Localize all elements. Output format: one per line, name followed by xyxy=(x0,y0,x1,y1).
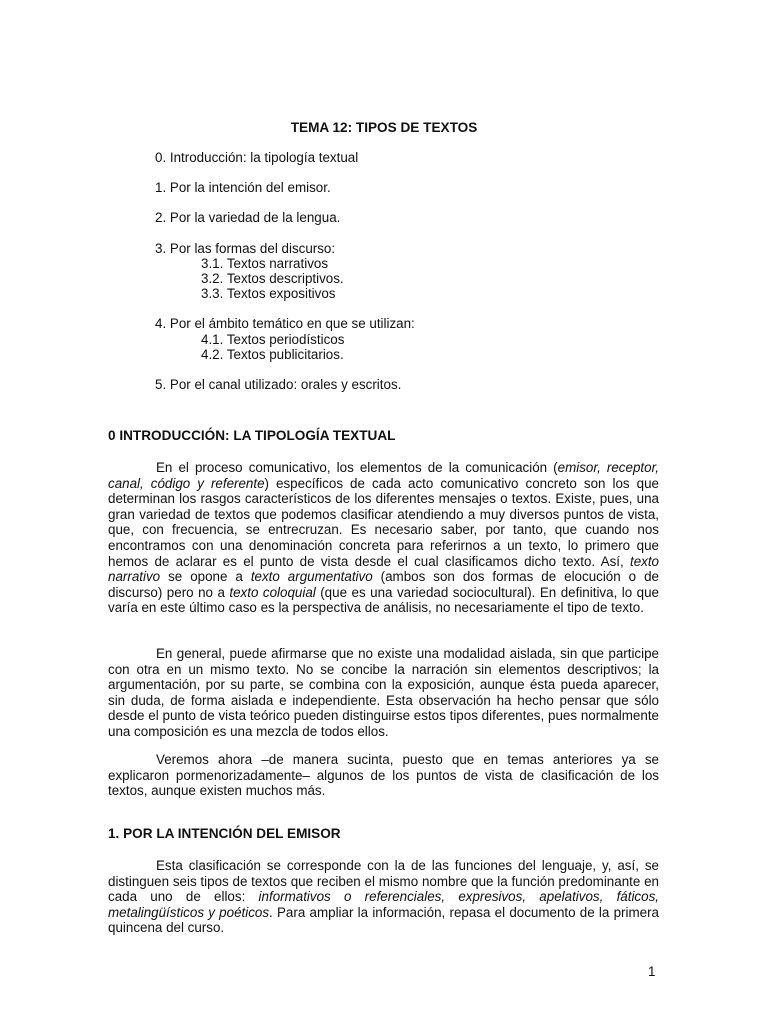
toc-gap xyxy=(155,301,675,316)
toc-subitem: 3.1. Textos narrativos xyxy=(201,255,329,271)
toc-item: 4. Por el ámbito temático en que se utilizan: xyxy=(155,316,415,332)
toc-gap xyxy=(155,362,675,377)
toc-gap xyxy=(155,195,675,210)
toc-subitem: 3.3. Textos expositivos xyxy=(201,286,336,302)
toc-item: 1. Por la intención del emisor. xyxy=(155,180,331,196)
text-run: . Para ampliar la información, repasa el documento de la primera quincena del curso. xyxy=(108,904,659,936)
toc-subitem: 3.2. Textos descriptivos. xyxy=(201,271,344,287)
text-run: (ambos son dos formas de elocución o de discurso) pero no a xyxy=(108,569,659,600)
text-run: ) específicos de cada acto comunicativo concreto son los que determinan los rasgos característicos de los diferentes mensajes o textos. Existe, pues, una gran variedad de textos que podemos clasificar atendiendo a muy diversos puntos de vista, que, con frecuencia, se entrecruzan. Es necesario saber, por tanto, que cuando nos encontramos con una denominación concreta para referirnos a un texto, lo primero que hemos de aclarar es el punto de vista desde el cual clasificamos dicho texto. Así, xyxy=(108,475,659,569)
document-title: TEMA 12: TIPOS DE TEXTOS xyxy=(290,120,478,135)
toc-gap xyxy=(155,226,675,241)
italic-text-run: texto coloquial xyxy=(229,584,316,600)
text-run: se opone a xyxy=(160,569,251,585)
paragraph-intro-1 xyxy=(108,460,659,616)
toc-item: 0. Introducción: la tipología textual xyxy=(155,150,359,165)
paragraph-intro-2 xyxy=(108,646,659,740)
toc-item: 5. Por el canal utilizado: orales y escritos. xyxy=(155,377,402,393)
text-run: (que es una variedad sociocultural). En definitiva, lo que varía en este último caso es la perspectiva de análisis, no necesariamente el tipo de texto. xyxy=(108,584,660,616)
text-run: Veremos ahora –de manera sucinta, puesto que en temas anteriores ya se explicaron pormenorizadamente– algunos de los puntos de vista de clasificación de los textos, aunque existen muchos más. xyxy=(108,752,659,799)
paragraph-intro-3 xyxy=(108,752,659,799)
toc-gap xyxy=(155,165,675,180)
text-run: En general, puede afirmarse que no existe una modalidad aislada, sin que participe con otra en un mismo texto. No se concibe la narración sin elementos descriptivos; la argumentación, por su parte, se combina con la exposición, aunque ésta pueda aparecer, sin duda, de forma aislada e independiente. Esta observación ha hecho pensar que sólo desde el punto de vista teórico pueden distinguirse estos tipos diferentes, pues normalmente una composición es una mezcla de todos ellos. xyxy=(108,646,659,739)
italic-text-run: texto narrativo xyxy=(108,553,659,585)
page-number: 1 xyxy=(648,964,656,979)
text-run: Esta clasificación se corresponde con la de las funciones del lenguaje, y, así, se distinguen seis tipos de textos que reciben el mismo nombre que la función predominante en cada uno de ellos: xyxy=(108,858,659,905)
toc-item: 2. Por la variedad de la lengua. xyxy=(155,210,341,226)
italic-text-run: informativos o referenciales, expresivos, apelativos, fáticos, metalingüísticos y poéticos xyxy=(108,889,659,920)
toc-item: 3. Por las formas del discurso: xyxy=(155,240,336,256)
paragraph-intencion-1 xyxy=(108,858,659,936)
section-heading-intencion-emisor: 1. POR LA INTENCIÓN DEL EMISOR xyxy=(108,826,341,841)
italic-text-run: texto argumentativo xyxy=(250,569,373,585)
text-run: En el proceso comunicativo, los elementos de la comunicación ( xyxy=(156,460,558,475)
italic-text-run: emisor, receptor, canal, código y referente xyxy=(108,460,660,491)
table-of-contents xyxy=(155,150,675,392)
toc-subitem: 4.2. Textos publicitarios. xyxy=(201,346,344,362)
toc-subitem: 4.1. Textos periodísticos xyxy=(201,331,345,347)
section-heading-introduccion: 0 INTRODUCCIÓN: LA TIPOLOGÍA TEXTUAL xyxy=(108,428,396,443)
